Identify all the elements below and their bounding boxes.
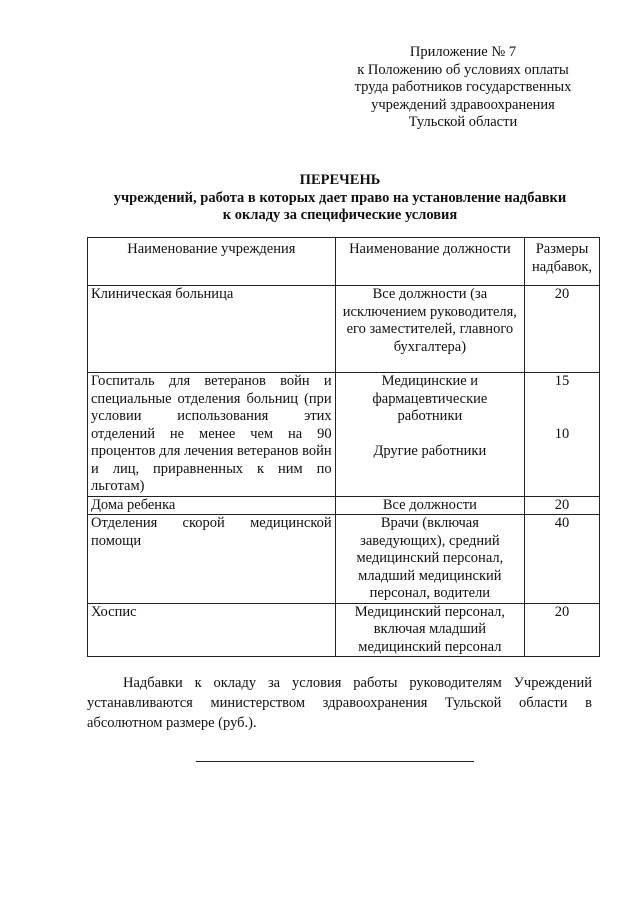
title-line: учреждений, работа в которых дает право на установление надбавки [113,189,567,206]
cell-institution: Дома ребенка [88,496,336,515]
table-row [88,496,600,515]
title-heading: ПЕРЕЧЕНЬ [299,172,381,188]
institutions-table [87,237,600,657]
cell-institution: Клиническая больница [88,286,336,373]
appendix-line: учреждений здравоохранения [371,96,555,113]
cell-institution: Госпиталь для ветеранов войн и специальные отделения больниц (при условии использования этих отделений не менее чем на 90 процентов для лечения ветеранов войн и лиц, приравненных к ним по льготам) [88,373,336,497]
table-header-row [88,238,600,286]
rate-value: 10 [554,425,570,442]
rate-value: 15 [554,373,570,389]
appendix-reference [330,44,596,132]
cell-position: Медицинский персонал, включая младший медицинский персонал [335,603,524,657]
cell-rate: 20 [525,286,600,373]
appendix-line: к Положению об условиях оплаты [357,61,569,78]
cell-position [335,373,524,497]
cell-position: Все должности [335,496,524,515]
appendix-line: Тульской области [408,114,518,130]
appendix-number: Приложение № 7 [409,44,517,60]
cell-position: Все должности (за исключением руководителя, его заместителей, главного бухгалтера) [335,286,524,373]
title-line: к окладу за специфические условия [222,207,458,223]
position-text: Медицинские и фармацевтические работники [372,373,488,424]
table-row [88,515,600,604]
cell-rate: 20 [525,496,600,515]
table-row [88,286,600,373]
header-position: Наименование должности [335,238,524,286]
appendix-line: труда работников государственных [354,79,572,95]
table-row [88,373,600,497]
cell-institution: Отделения скорой медицинской помощи [88,515,336,604]
table-row [88,603,600,657]
position-text: Другие работники [373,443,487,459]
header-institution: Наименование учреждения [88,238,336,286]
header-rate [525,238,600,286]
header-rate-line: Размеры [535,241,589,257]
cell-rate: 20 [525,603,600,657]
cell-rate [525,373,600,497]
footnote-paragraph: Надбавки к окладу за условия работы руководителям Учреждений устанавливаются министерством здравоохранения Тульской области в абсолютном размере (руб.). [87,675,592,731]
header-rate-line: надбавок, [532,258,593,275]
cell-rate: 40 [525,515,600,604]
closing-rule [196,761,474,762]
cell-position: Врачи (включая заведующих), средний медицинский персонал, младший медицинский персонал, водители [335,515,524,604]
document-title [80,172,600,225]
cell-institution: Хоспис [88,603,336,657]
